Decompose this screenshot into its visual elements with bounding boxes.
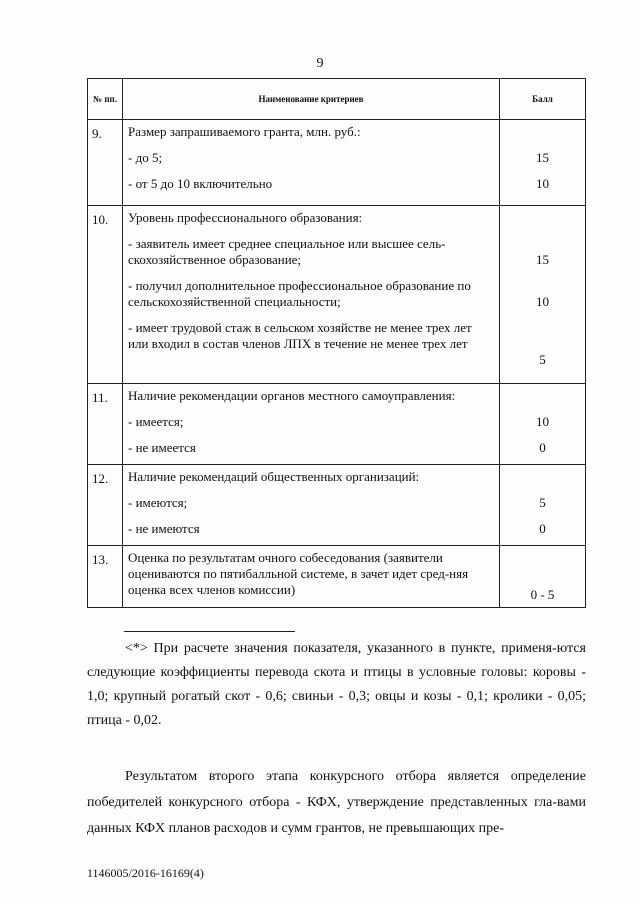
result-paragraph-text: Результатом второго этапа конкурсного отбора является определение победителей конкурсного отбора - КФХ, утверждение представленных гла-вами данных КФХ планов расходов и сумм грантов, не превышающих пре-	[87, 769, 586, 836]
criteria-cell	[123, 120, 500, 206]
row-number: 10.	[88, 206, 123, 384]
criteria-cell	[123, 384, 500, 465]
row-number: 13.	[88, 546, 123, 608]
score-cell	[500, 546, 586, 608]
document-code: 1146005/2016-16169(4)	[87, 866, 204, 880]
criteria-option: - имеются;	[128, 495, 188, 510]
score-cell	[500, 206, 586, 384]
criteria-option: - не имеются	[128, 521, 200, 536]
criteria-option: - имеет трудовой стаж в сельском хозяйстве не менее трех лет или входил в состав членов ЛПХ в течение не менее трех лет	[128, 320, 472, 351]
criteria-title: Наличие рекомендации органов местного самоуправления:	[128, 388, 456, 403]
score-cell	[500, 384, 586, 465]
criteria-cell	[123, 546, 500, 608]
table-row	[88, 465, 586, 546]
score-value: 10	[536, 414, 549, 429]
score-value: 10	[536, 176, 549, 191]
criteria-cell	[123, 465, 500, 546]
criteria-option: Оценка по результатам очного собеседования (заявители оцениваются по пятибалльной системе, в зачет идет сред-няя оценка всех членов комиссии)	[128, 550, 469, 597]
score-value: 15	[536, 150, 549, 165]
score-value: 10	[536, 294, 549, 309]
table-row	[88, 120, 586, 206]
table-row	[88, 546, 586, 608]
row-number: 12.	[88, 465, 123, 546]
body-paragraph	[87, 764, 586, 842]
criteria-option: - от 5 до 10 включительно	[128, 176, 273, 191]
header-number: № пп.	[88, 79, 123, 120]
table-row	[88, 384, 586, 465]
row-number: 11.	[88, 384, 123, 465]
footnote	[87, 637, 586, 733]
header-criteria: Наименование критериев	[123, 79, 500, 120]
score-value: 0	[539, 521, 546, 536]
page-number: 9	[316, 56, 324, 71]
score-value: 0	[539, 440, 546, 455]
criteria-cell	[123, 206, 500, 384]
score-value: 0 - 5	[530, 587, 555, 602]
criteria-title: Уровень профессионального образования:	[128, 210, 363, 225]
criteria-option: - до 5;	[128, 150, 163, 165]
criteria-title: Размер запрашиваемого гранта, млн. руб.:	[128, 124, 361, 139]
score-value: 15	[536, 252, 549, 267]
footnote-separator	[124, 631, 295, 632]
criteria-title: Наличие рекомендаций общественных организаций:	[128, 469, 420, 484]
criteria-option: - имеется;	[128, 414, 184, 429]
score-value: 5	[539, 352, 546, 367]
table-header-row	[88, 79, 586, 120]
table-row	[88, 206, 586, 384]
criteria-table	[87, 78, 586, 608]
footnote-text: <*> При расчете значения показателя, указанного в пункте, применя-ются следующие коэффициенты перевода скота и птицы в условные головы: коровы - 1,0; крупный рогатый скот - 0,6; свиньи - 0,3; овцы и козы - 0,1; кролики - 0,05; птица - 0,02.	[87, 641, 586, 728]
score-cell	[500, 120, 586, 206]
row-number: 9.	[88, 120, 123, 206]
header-score: Балл	[500, 79, 586, 120]
score-cell	[500, 465, 586, 546]
score-value: 5	[539, 495, 546, 510]
criteria-option: - не имеется	[128, 440, 196, 455]
criteria-option: - получил дополнительное профессиональное образование по сельскохозяйственной специальности;	[128, 278, 471, 309]
criteria-option: - заявитель имеет среднее специальное или высшее сель-скохозяйственное образование;	[128, 236, 446, 267]
